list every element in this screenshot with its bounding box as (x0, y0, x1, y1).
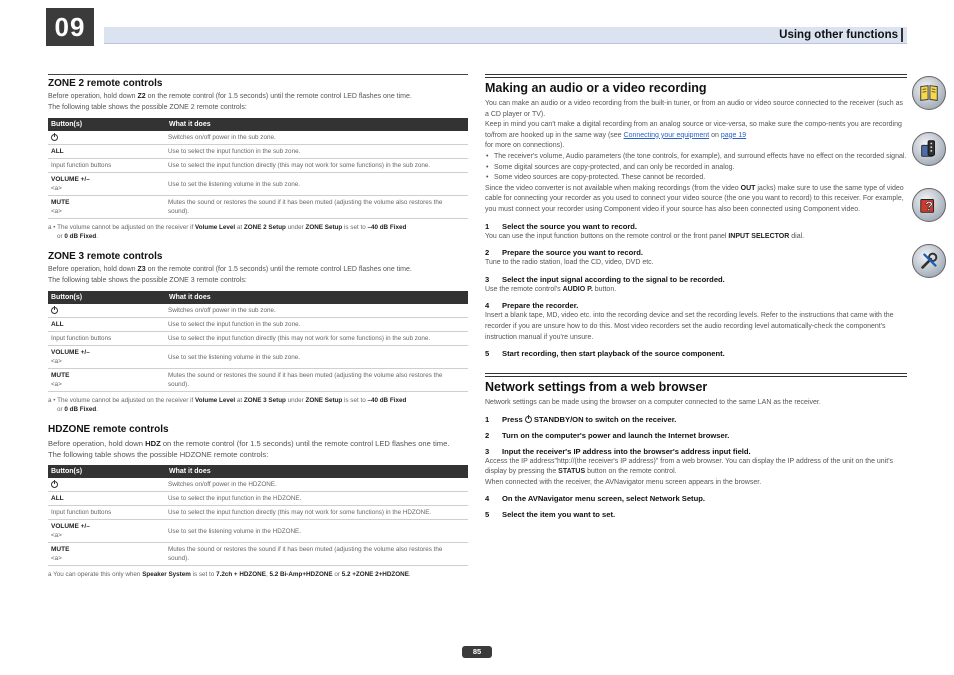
recording-step: 2 Prepare the source you want to record. (485, 248, 643, 258)
recording-step: 3 Select the input signal according to the signal to be recorded. (485, 274, 725, 284)
table-row: ALL Use to select the input function in the sub zone. (48, 318, 468, 332)
recording-connections-note: Keep in mind you can't make a digital recording from an analog source or vice-versa, so make sure the compo-nents you are recording to/from are hooked up in the same way (see Connecting your equipment on page 19 for more on connections). (485, 121, 902, 150)
power-icon (51, 481, 58, 488)
table-row: Switches on/off power in the sub zone. (48, 304, 468, 318)
hdzone-intro: Before operation, hold down HDZ on the remote control (for 1.5 seconds) until the remote control LED flashes one time. The following table shows the possible HDZONE remote controls: (48, 439, 450, 460)
table-row: Switches on/off power in the sub zone. (48, 131, 468, 145)
list-item: • Some digital sources are copy-protected, and can only be recorded in analog. (485, 163, 907, 174)
table-row: VOLUME +/– <a> Use to set the listening volume in the sub zone. (48, 173, 468, 196)
recording-step: 1 Select the source you want to record. (485, 221, 638, 231)
side-navigation (912, 76, 948, 300)
network-step: 4 On the AVNavigator menu screen, select Network Setup. (485, 494, 705, 504)
left-column (48, 74, 468, 579)
zone2-intro: Before operation, hold down Z2 on the remote control (for 1.5 seconds) until the remote control LED flashes one time. The following table shows the possible ZONE 2 remote controls: (48, 93, 412, 111)
hdzone-table (48, 465, 468, 566)
table-row: ALL Use to select the input function in the sub zone. (48, 145, 468, 159)
table-header: Button(s) (48, 118, 165, 131)
table-header: What it does (165, 118, 468, 131)
table-row: ALL Use to select the input function in the HDZONE. (48, 492, 468, 506)
power-icon (51, 307, 58, 314)
recording-video-note: Since the video converter is not available when making recordings (from the video OUT jacks) make sure to use the same type of video cable for connecting your recorder as you used to connect your video source (the one you want to record) to this receiver. For example, you must connect your recorder using Component video if your source has also been connected using Component video. (485, 184, 904, 213)
recording-step: 4 Prepare the recorder. (485, 301, 579, 311)
book-icon[interactable] (912, 76, 946, 110)
table-row: MUTE <a> Mutes the sound or restores the sound if it has been muted (adjusting the volume also restores the sound). (48, 543, 468, 566)
remote-control-icon[interactable] (912, 132, 946, 166)
step-description: Insert a blank tape, MD, video etc. into the recording device and set the recording levels. Refer to the instructions that came with the recorder if you are unsure how to do this. Most video recorders set the audio recording level automatically-check the component's instruction manual if you're unsure. (485, 312, 894, 341)
recording-step: 5 Start recording, then start playback of the source component. (485, 349, 725, 359)
network-step: 2 Turn on the computer's power and launch the Internet browser. (485, 430, 730, 440)
step-description: You can use the input function buttons on the remote control or the front panel INPUT SELECTOR dial. (485, 232, 805, 240)
hdzone-footnote: a You can operate this only when Speaker System is set to 7.2ch + HDZONE, 5.2 Bi-Amp+HDZONE or 5.2 +ZONE 2+HDZONE. (48, 571, 411, 579)
question-icon[interactable] (912, 188, 946, 222)
recording-title: Making an audio or a video recording (485, 81, 707, 95)
section-divider (48, 74, 468, 75)
zone3-title: ZONE 3 remote controls (48, 251, 163, 263)
table-row: Input function buttons Use to select the input function directly (this may not work for some functions) in the HDZONE. (48, 506, 468, 520)
table-row: VOLUME +/– <a> Use to set the listening volume in the HDZONE. (48, 520, 468, 543)
step-description: Use the remote control's AUDIO P. button. (485, 285, 617, 293)
tools-icon[interactable] (912, 244, 946, 278)
network-title: Network settings from a web browser (485, 380, 708, 395)
connecting-equipment-link[interactable]: Connecting your equipment (623, 131, 710, 139)
zone3-table (48, 291, 468, 392)
zone3-footnote: a • The volume cannot be adjusted on the receiver if Volume Level at ZONE 3 Setup under ZONE Setup is set to –40 dB Fixed or 0 dB Fixed. (48, 397, 407, 414)
power-icon (51, 134, 58, 141)
right-column (485, 74, 907, 520)
list-item: • Some video sources are copy-protected. These cannot be recorded. (485, 173, 907, 184)
zone2-title: ZONE 2 remote controls (48, 78, 163, 89)
network-step: 5 Select the item you want to set. (485, 510, 616, 520)
table-row: Input function buttons Use to select the input function directly (this may not work for some functions) in the sub zone. (48, 332, 468, 346)
table-row: VOLUME +/– <a> Use to set the listening volume in the sub zone. (48, 346, 468, 369)
power-icon (525, 416, 532, 423)
zone2-footnote: a • The volume cannot be adjusted on the receiver if Volume Level at ZONE 2 Setup under ZONE Setup is set to –40 dB Fixed or 0 dB Fixed. (48, 224, 407, 241)
page-number: 85 (462, 646, 492, 658)
zone2-table (48, 118, 468, 219)
list-item: • The receiver's volume, Audio parameters (the tone controls, for example), and surround effects have no effect on the recorded signal. (485, 152, 907, 163)
table-header: What it does (165, 465, 468, 478)
table-row: MUTE <a> Mutes the sound or restores the sound if it has been muted (adjusting the volume also restores the sound). (48, 196, 468, 219)
step-description: Tune to the radio station, load the CD, video, DVD etc. (485, 259, 654, 267)
table-header: Button(s) (48, 291, 165, 304)
table-row: Switches on/off power in the HDZONE. (48, 478, 468, 492)
section-divider (485, 373, 907, 377)
header-title: Using other functions (779, 28, 903, 42)
table-row: MUTE <a> Mutes the sound or restores the sound if it has been muted (adjusting the volume also restores the sound). (48, 369, 468, 392)
page-19-link[interactable]: page 19 (720, 131, 747, 139)
header-bar (104, 27, 907, 44)
network-intro: Network settings can be made using the browser on a computer connected to the same LAN as the receiver. (485, 399, 821, 407)
svg-text:?: ? (925, 198, 933, 214)
network-step: 3 Input the receiver's IP address into the browser's address input field. (485, 446, 751, 456)
step-description: Access the IP address"http://(the receiver's IP address)" from a web browser. You can display the IP address of the unit on the unit's display by pressing the STATUS button on the remote control. When connected with the receiver, the AVNavigator menu screen appears in the browser. (485, 457, 894, 486)
section-divider (485, 74, 907, 78)
hdzone-title: HDZONE remote controls (48, 424, 169, 436)
zone3-intro: Before operation, hold down Z3 on the remote control (for 1.5 seconds) until the remote control LED flashes one time. The following table shows the possible ZONE 3 remote controls: (48, 266, 412, 284)
network-step: 1 Press STANDBY/ON to switch on the receiver. (485, 414, 677, 424)
table-row: Input function buttons Use to select the input function directly (this may not work for some functions) in the sub zone. (48, 159, 468, 173)
table-header: Button(s) (48, 465, 165, 478)
recording-intro: You can make an audio or a video recording from the built-in tuner, or from an audio or video source connected to the receiver (such as a CD player or TV). (485, 100, 904, 118)
chapter-number: 09 (46, 8, 94, 46)
table-header: What it does (165, 291, 468, 304)
